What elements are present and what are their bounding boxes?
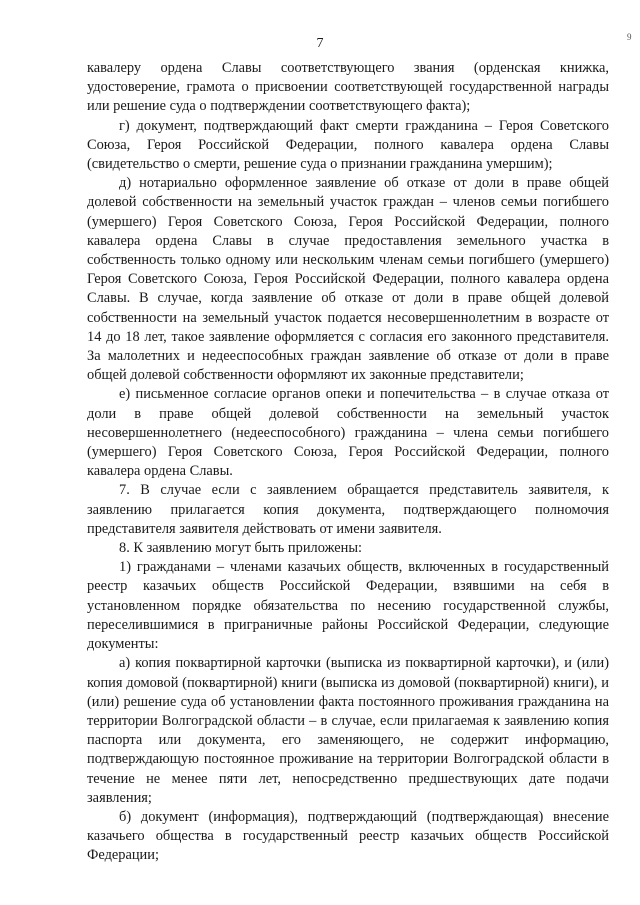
edge-mark: 9 — [627, 32, 632, 42]
paragraph-clause-7: 7. В случае если с заявлением обращается представитель заявителя, к заявлению прилагается копия документа, подтверждающего полномочия представителя заявителя действовать от имени заявителя. — [87, 482, 609, 537]
paragraph-item-d: д) нотариально оформленное заявление об отказе от доли в праве общей долевой собственности на земельный участок граждан – членов семьи погибшего (умершего) Героя Советского Союза, Героя Российской Федерации, полного кавалера ордена Славы в случае предоставления земельного участка в собственность только одному или нескольким членам семьи погибшего (умершего) Героя Советского Союза, Героя Российской Федерации, полного кавалера ордена Славы. В случае, когда заявление об отказе от доли в праве общей долевой собственности на земельный участок подается несовершеннолетним в возрасте от 14 до 18 лет, такое заявление оформляется с согласия его законного представителя. За малолетних и недееспособных граждан заявление об отказе от доли в праве общей долевой собственности оформляют их законные представители; — [87, 175, 609, 384]
paragraph-clause-8-1: 1) гражданами – членами казачьих обществ, включенных в государственный реестр казачьих обществ Российской Федерации, взявшими на себя в установленном порядке обязательства по несению государственной службы, переселившимися в приграничные районы Российской Федерации, следующие документы: — [87, 559, 609, 653]
paragraph-item-a: а) копия поквартирной карточки (выписка из поквартирной карточки), и (или) копия домовой (поквартирной) книги (выписка из домовой (поквартирной) книги), и (или) решение суда об установлении факта постоянного проживания гражданина на территории Волгоградской области – в случае, если прилагаемая к заявлению копия паспорта или документа, его заменяющего, не содержит информацию, подтверждающую постоянное проживание на территории Волгоградской области в течение не менее пяти лет, непосредственно предшествующих дате подачи заявления; — [87, 655, 609, 806]
paragraph-item-b: б) документ (информация), подтверждающий (подтверждающая) внесение казачьего общества в государственный реестр казачьих обществ Российской Федерации; — [87, 808, 609, 864]
page-number: 7 — [316, 36, 324, 51]
paragraph-continuation: кавалеру ордена Славы соответствующего звания (орденская книжка, удостоверение, грамота о присвоении соответствующей государственной награды или решение суда о подтверждении соответствующего факта); — [87, 60, 609, 115]
paragraph-clause-8: 8. К заявлению могут быть приложены: — [119, 540, 363, 557]
paragraph-item-g: г) документ, подтверждающий факт смерти гражданина – Героя Советского Союза, Героя Российской Федерации, полного кавалера ордена Славы (свидетельство о смерти, решение суда о признании гражданина умершим); — [87, 117, 609, 173]
document-body — [87, 59, 609, 866]
paragraph-item-e: е) письменное согласие органов опеки и попечительства – в случае отказа от доли в праве общей долевой собственности на земельный участок несовершеннолетнего (недееспособного) гражданина – члена семьи погибшего (умершего) Героя Советского Союза, Героя Российской Федерации, полного кавалера ордена Славы. — [87, 386, 609, 480]
